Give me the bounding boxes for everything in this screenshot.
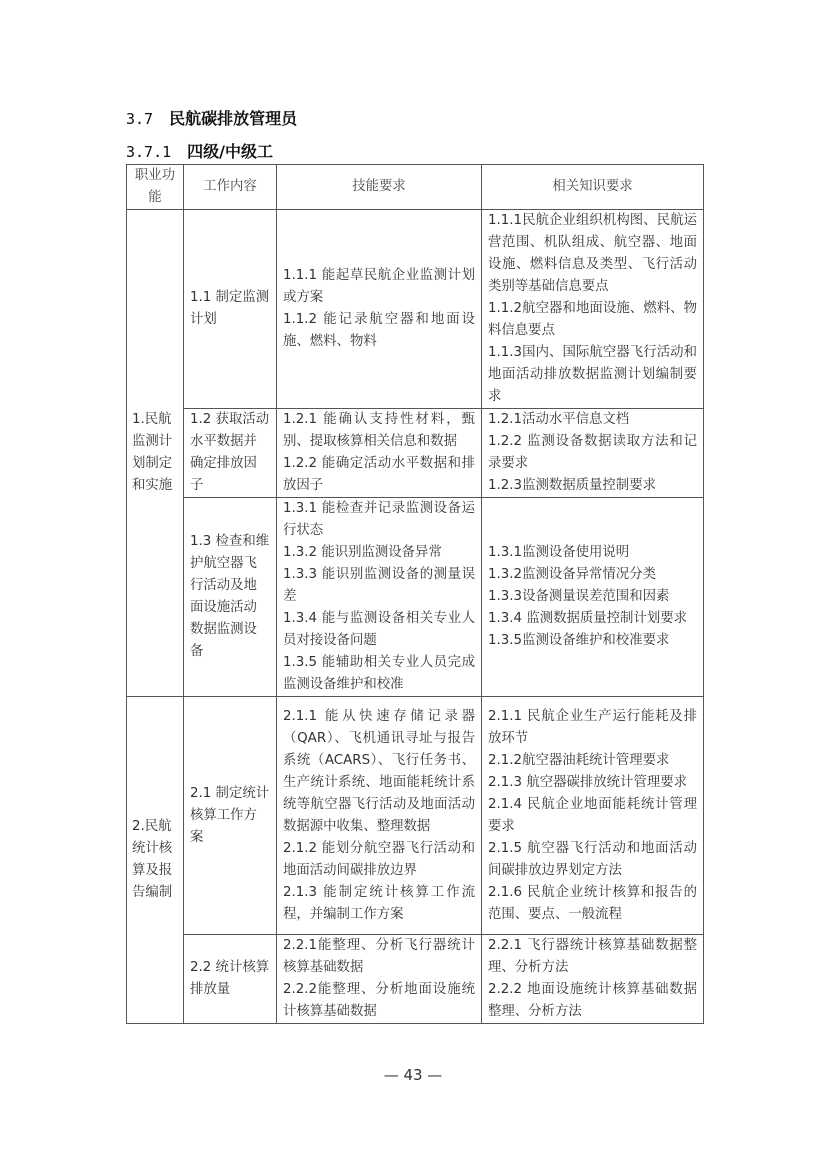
- skills-cell: [277, 697, 482, 935]
- skill-item: 1.3.3 能识别监测设备的测量误差: [283, 567, 475, 604]
- function-cell: 1.民航监测计划制定和实施: [127, 210, 184, 697]
- knowledge-cell: [482, 498, 704, 697]
- skill-item: 2.1.3 能制定统计核算工作流程，并编制工作方案: [283, 884, 475, 922]
- table-row: [127, 498, 704, 697]
- header-skills: 技能要求: [277, 165, 482, 210]
- work-content-cell: 1.3 检查和维护航空器飞行活动及地面设施活动数据监测设备: [184, 498, 277, 697]
- knowledge-item: 1.1.3国内、国际航空器飞行活动和地面活动排放数据监测计划编制要求: [488, 345, 697, 404]
- skill-item: 2.2.1能整理、分析飞行器统计核算基础数据: [283, 938, 475, 975]
- skill-item: 1.2.1 能确认支持性材料，甄别、提取核算相关信息和数据: [283, 412, 475, 449]
- knowledge-cell: [482, 935, 704, 1024]
- knowledge-item: 1.1.1民航企业组织机构图、民航运营范围、机队组成、航空器、地面设施、燃料信息及类型、飞行活动类别等基础信息要点: [488, 213, 697, 294]
- section-heading: 3.7 民航碳排放管理员: [126, 109, 298, 128]
- skill-requirements-table: [126, 164, 704, 1024]
- knowledge-item: 1.3.5监测设备维护和校准要求: [488, 633, 670, 648]
- knowledge-item: 1.2.2 监测设备数据读取方法和记录要求: [488, 434, 697, 471]
- knowledge-item: 2.1.5 航空器飞行活动和地面活动间碳排放边界划定方法: [488, 840, 697, 878]
- page-number: — 43 —: [383, 1066, 443, 1084]
- skills-cell: [277, 498, 482, 697]
- skill-item: 1.1.1 能起草民航企业监测计划或方案: [283, 268, 475, 305]
- skill-item: 1.1.2 能记录航空器和地面设施、燃料、物料: [283, 312, 475, 349]
- skill-item: 1.3.5 能辅助相关专业人员完成监测设备维护和校准: [283, 655, 475, 692]
- header-function: 职业功能: [127, 165, 184, 210]
- table-row: [127, 697, 704, 935]
- knowledge-item: 1.3.2监测设备异常情况分类: [488, 567, 656, 582]
- skill-item: 1.3.4 能与监测设备相关专业人员对接设备问题: [283, 611, 475, 648]
- knowledge-item: 2.1.3 航空器碳排放统计管理要求: [488, 774, 688, 790]
- skills-cell: [277, 935, 482, 1024]
- work-content-cell: 2.1 制定统计核算工作方案: [184, 697, 277, 935]
- skills-cell: [277, 210, 482, 409]
- subsection-heading: 3.7.1 四级/中级工: [126, 142, 274, 161]
- skill-item: 1.3.2 能识别监测设备异常: [283, 545, 442, 560]
- knowledge-item: 1.3.1监测设备使用说明: [488, 545, 630, 560]
- header-work: 工作内容: [184, 165, 277, 210]
- table-row: [127, 409, 704, 498]
- skills-cell: [277, 409, 482, 498]
- skill-item: 2.1.2 能划分航空器飞行活动和地面活动间碳排放边界: [283, 840, 475, 878]
- knowledge-item: 1.1.2航空器和地面设施、燃料、物料信息要点: [488, 301, 697, 338]
- work-content-cell: 1.2 获取活动水平数据并确定排放因子: [184, 409, 277, 498]
- knowledge-item: 1.3.4 监测数据质量控制计划要求: [488, 611, 688, 626]
- knowledge-item: 2.1.6 民航企业统计核算和报告的范围、要点、一般流程: [488, 884, 697, 922]
- knowledge-item: 2.2.1 飞行器统计核算基础数据整理、分析方法: [488, 938, 697, 975]
- knowledge-item: 1.2.1活动水平信息文档: [488, 412, 630, 427]
- header-knowledge: 相关知识要求: [482, 165, 704, 210]
- work-content-cell: 2.2 统计核算排放量: [184, 935, 277, 1024]
- knowledge-item: 2.1.1 民航企业生产运行能耗及排放环节: [488, 708, 697, 746]
- skill-item: 2.2.2能整理、分析地面设施统计核算基础数据: [283, 982, 475, 1019]
- skill-item: 2.1.1 能从快速存储记录器（QAR）、飞机通讯寻址与报告系统（ACARS）、飞行任务书、生产统计系统、地面能耗统计系统等航空器飞行活动及地面活动数据源中收集、整理数据: [283, 708, 475, 834]
- knowledge-item: 1.2.3监测数据质量控制要求: [488, 478, 656, 493]
- knowledge-cell: [482, 210, 704, 409]
- table-row: [127, 935, 704, 1024]
- skill-item: 1.3.1 能检查并记录监测设备运行状态: [283, 501, 475, 538]
- table-row: [127, 210, 704, 409]
- knowledge-item: 2.2.2 地面设施统计核算基础数据整理、分析方法: [488, 982, 697, 1019]
- function-cell: 2.民航统计核算及报告编制: [127, 697, 184, 1024]
- knowledge-cell: [482, 697, 704, 935]
- skill-item: 1.2.2 能确定活动水平数据和排放因子: [283, 456, 475, 493]
- knowledge-item: 1.3.3设备测量误差范围和因素: [488, 589, 670, 604]
- work-content-cell: 1.1 制定监测计划: [184, 210, 277, 409]
- knowledge-item: 2.1.2航空器油耗统计管理要求: [488, 752, 670, 768]
- knowledge-item: 2.1.4 民航企业地面能耗统计管理要求: [488, 796, 697, 834]
- knowledge-cell: [482, 409, 704, 498]
- table-header-row: [127, 165, 704, 210]
